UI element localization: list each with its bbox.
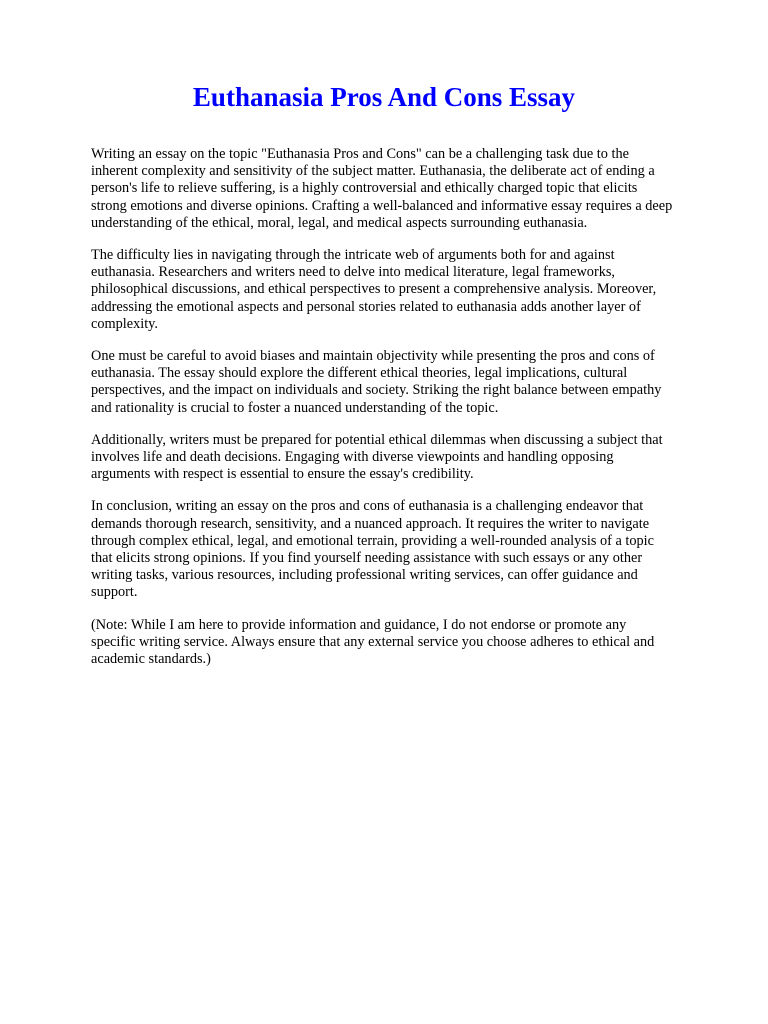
text-line: specific writing service. Always ensure that any external service you choose adheres to ethical and	[91, 633, 655, 650]
text-line: that elicits strong opinions. If you find yourself needing assistance with such essays or any other	[91, 550, 643, 567]
text-line: strong emotions and diverse opinions. Crafting a well-balanced and informative essay requires a deep	[91, 197, 673, 214]
text-line: demands thorough research, sensitivity, and a nuanced approach. It requires the writer to navigate	[91, 515, 650, 532]
text-line: euthanasia. Researchers and writers need to delve into medical literature, legal frameworks,	[91, 264, 616, 281]
text-line: inherent complexity and sensitivity of the subject matter. Euthanasia, the deliberate act of ending a	[91, 163, 655, 180]
text-line: understanding of the ethical, moral, legal, and medical aspects surrounding euthanasia.	[91, 214, 588, 231]
text-line: complexity.	[91, 315, 158, 332]
text-line: writing tasks, various resources, including professional writing services, can offer guidance and	[91, 567, 638, 584]
text-line: involves life and death decisions. Engaging with diverse viewpoints and handling opposing	[91, 449, 614, 466]
essay-body	[91, 146, 731, 683]
paragraph-6	[91, 617, 731, 669]
paragraph-1	[91, 146, 731, 232]
paragraph-3	[91, 348, 731, 417]
text-line: perspectives, and the impact on individuals and society. Striking the right balance between empathy	[91, 382, 662, 399]
text-line: person's life to relieve suffering, is a highly controversial and ethically charged topic that elicits	[91, 180, 638, 197]
text-line: One must be careful to avoid biases and maintain objectivity while presenting the pros and cons of	[91, 348, 655, 365]
paragraph-5	[91, 498, 731, 601]
paragraph-2	[91, 247, 731, 333]
page-title: Euthanasia Pros And Cons Essay	[192, 82, 576, 112]
text-line: euthanasia. The essay should explore the different ethical theories, legal implications, cultural	[91, 365, 628, 382]
text-line: through complex ethical, legal, and emotional terrain, providing a well-rounded analysis of a topic	[91, 532, 654, 549]
text-line: Writing an essay on the topic "Euthanasia Pros and Cons" can be a challenging task due to the	[91, 146, 629, 162]
text-line: (Note: While I am here to provide information and guidance, I do not endorse or promote any	[91, 616, 627, 633]
text-line: and rationality is crucial to foster a nuanced understanding of the topic.	[91, 399, 499, 416]
text-line: In conclusion, writing an essay on the pros and cons of euthanasia is a challenging endeavor that	[91, 498, 644, 515]
text-line: The difficulty lies in navigating through the intricate web of arguments both for and against	[91, 247, 615, 264]
paragraph-4	[91, 432, 731, 484]
text-line: Additionally, writers must be prepared for potential ethical dilemmas when discussing a subject that	[91, 431, 663, 448]
text-line: academic standards.)	[91, 651, 211, 668]
text-line: philosophical discussions, and ethical perspectives to present a comprehensive analysis. Moreover,	[91, 281, 657, 298]
text-line: arguments with respect is essential to ensure the essay's credibility.	[91, 466, 474, 483]
text-line: support.	[91, 584, 138, 601]
text-line: addressing the emotional aspects and personal stories related to euthanasia adds another layer of	[91, 298, 641, 315]
